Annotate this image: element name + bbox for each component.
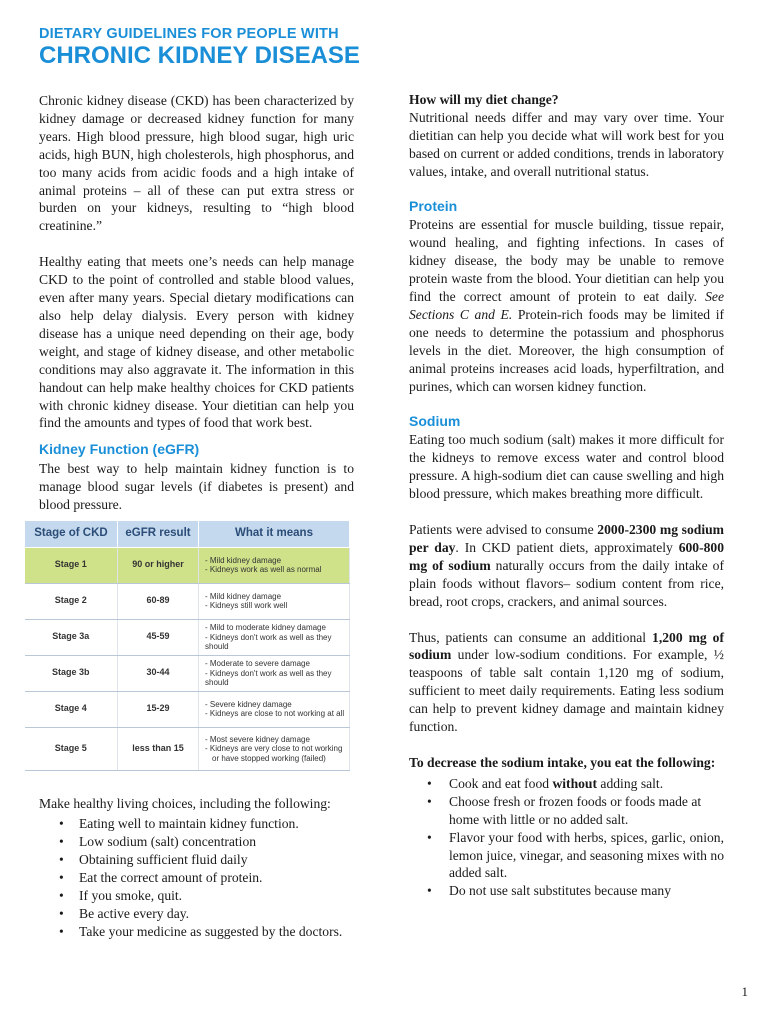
text-run: naturally occurs from the daily intake of plain foods without flavors– sodium content from rice, bread, root crops, crackers, and animal sources.: [409, 557, 724, 609]
text-run-bold: without: [552, 775, 598, 791]
sodium-paragraph-2: [409, 521, 724, 611]
stage-cell: Stage 2: [25, 583, 118, 619]
list-item: • Do not use salt substitutes because many: [409, 882, 724, 900]
meaning-line: - Kidneys don't work as well as they should: [205, 669, 348, 688]
ckd-stage-table: [24, 520, 350, 771]
text-run: Patients were advised to consume: [409, 522, 598, 538]
stage-cell: Stage 1: [25, 547, 118, 583]
page-number: 1: [741, 984, 748, 999]
meaning-line: - Kidneys work as well as normal: [205, 565, 348, 575]
egfr-cell: less than 15: [118, 727, 199, 770]
table-header-egfr: eGFR result: [118, 520, 199, 547]
meaning-cell: [199, 583, 350, 619]
table-row: [25, 691, 350, 727]
text-run: adding salt.: [597, 775, 664, 791]
list-item: • If you smoke, quit.: [39, 887, 354, 905]
protein-text-a: Proteins are essential for muscle building, tissue repair, wound healing, and fighting infections. In cases of kidney disease, the body may be unable to remove protein waste from the blood. Your dietitian can help you find the correct amount of protein to eat daily.: [409, 217, 724, 305]
sodium-tips-list: [409, 775, 724, 900]
document-supertitle: DIETARY GUIDELINES FOR PEOPLE WITH: [39, 26, 339, 42]
list-item: • Be active every day.: [39, 905, 354, 923]
meaning-line: - Kidneys are very close to not working: [205, 744, 348, 754]
stage-cell: Stage 3b: [25, 655, 118, 691]
diet-change-text: Nutritional needs differ and may vary over time. Your dietitian can help you decide what will work best for you based on current or added conditions, trends in laboratory values, intake, and overall nutritional status.: [409, 109, 724, 179]
protein-heading: Protein: [409, 197, 458, 214]
protein-paragraph: [409, 216, 724, 395]
meaning-cell: [199, 619, 350, 655]
list-item: [409, 775, 724, 793]
stage-cell: Stage 3a: [25, 619, 118, 655]
list-item: • Flavor your food with herbs, spices, garlic, onion, lemon juice, vinegar, and seasoning mixes with no added salt.: [409, 829, 724, 883]
egfr-cell: 45-59: [118, 619, 199, 655]
meaning-line: - Kidneys are close to not working at all: [205, 709, 348, 719]
list-item: • Eating well to maintain kidney function.: [39, 815, 354, 833]
table-row: [25, 547, 350, 583]
decrease-sodium-heading: To decrease the sodium intake, you eat the following:: [409, 755, 716, 770]
list-item: • Low sodium (salt) concentration: [39, 833, 354, 851]
table-header-stage: Stage of CKD: [25, 520, 118, 547]
egfr-cell: 15-29: [118, 691, 199, 727]
protein-text-b: Protein-rich foods may be limited if one needs to determine the potassium and phosphorus levels in the diet. Moreover, the high consumption of animal proteins increases acid loads, hyperfiltration, and purines, which can worsen kidney function.: [409, 306, 724, 394]
right-column: [409, 91, 724, 900]
diet-change-question: How will my diet change?: [409, 92, 559, 107]
meaning-line: - Mild kidney damage: [205, 556, 348, 566]
meaning-line: or have stopped working (failed): [212, 753, 326, 763]
stage-cell: Stage 4: [25, 691, 118, 727]
table-row: [25, 655, 350, 691]
meaning-cell: [199, 655, 350, 691]
table-header-meaning: What it means: [199, 520, 350, 547]
intro-paragraph-2: Healthy eating that meets one’s needs can help manage CKD to the point of controlled and stable blood values, even after many years. Special dietary modifications can also help delay dialysis. Every person with kidney disease has a unique need depending on their age, body weight, and stage of kidney disease, and other metabolic conditions may also aggravate it. The information in this handout can help make healthy choices for CKD patients with chronic kidney disease. Your dietitian can help you find the amounts and types of food that work best.: [39, 254, 354, 431]
meaning-line: - Kidneys still work well: [205, 601, 348, 611]
left-column: [34, 92, 354, 941]
meaning-line: - Kidneys don't work as well as they should: [205, 633, 348, 652]
meaning-cell: [199, 691, 350, 727]
meaning-cell: [199, 727, 350, 770]
kidney-function-heading: Kidney Function (eGFR): [39, 441, 200, 458]
table-header-row: [25, 520, 350, 547]
meaning-cell: [199, 547, 350, 583]
choices-intro: Make healthy living choices, including the following:: [39, 795, 331, 811]
list-item: • Obtaining sufficient fluid daily: [39, 851, 354, 869]
text-run: under low-sodium conditions. For example, ½ teaspoons of table salt contain 1,120 mg of sodium, sufficient to meet daily requirements. Eating less sodium can help to prevent kidney damage and maintain kidney function.: [409, 647, 724, 735]
meaning-line: - Moderate to severe damage: [205, 659, 348, 669]
sodium-natural-amount: 600-800 mg of sodium: [409, 539, 724, 573]
healthy-choices-list: [39, 815, 354, 941]
table-row: [25, 727, 350, 770]
text-run: Cook and eat food: [449, 775, 553, 791]
table-row: [25, 583, 350, 619]
list-item: • Take your medicine as suggested by the doctors.: [39, 923, 354, 941]
sodium-heading: Sodium: [409, 412, 461, 429]
egfr-cell: 30-44: [118, 655, 199, 691]
egfr-cell: 90 or higher: [118, 547, 199, 583]
list-item: • Choose fresh or frozen foods or foods made at home with little or no added salt.: [409, 793, 724, 829]
sodium-paragraph-1: Eating too much sodium (salt) makes it more difficult for the kidneys to remove excess water and control blood pressure. A high-sodium diet can cause swelling and high blood pressure, which makes breathing more difficult.: [409, 432, 724, 502]
sodium-paragraph-3: [409, 629, 724, 736]
document-title: CHRONIC KIDNEY DISEASE: [39, 42, 360, 69]
egfr-cell: 60-89: [118, 583, 199, 619]
sodium-daily-amount: 2000-2300 mg sodium per day: [409, 522, 724, 555]
meaning-line: - Most severe kidney damage: [205, 735, 348, 745]
text-run: . In CKD patient diets, approximately: [455, 539, 679, 555]
kidney-function-text: The best way to help maintain kidney function is to manage blood sugar levels (if diabetes is present) and blood pressure.: [39, 461, 354, 513]
intro-paragraph-1: Chronic kidney disease (CKD) has been characterized by kidney damage or decreased kidney function for many years. High blood pressure, high blood sugar, high uric acids, high BUN, high cholesterols, high phosphorus, and too many acids from acidic foods and a high intake of animal proteins – all of these can put extra stress or burden on your kidneys, resulting to “high blood creatinine.”: [39, 93, 354, 234]
protein-section-ref: See Sections C and E.: [409, 289, 724, 322]
sodium-additional-amount: 1,200 mg of sodium: [409, 629, 725, 663]
meaning-line: - Severe kidney damage: [205, 700, 348, 710]
meaning-line: - Mild kidney damage: [205, 592, 348, 602]
list-item: • Eat the correct amount of protein.: [39, 869, 354, 887]
meaning-line: - Mild to moderate kidney damage: [205, 623, 348, 633]
text-run: Thus, patients can consume an additional: [409, 629, 653, 645]
table-row: [25, 619, 350, 655]
stage-cell: Stage 5: [25, 727, 118, 770]
